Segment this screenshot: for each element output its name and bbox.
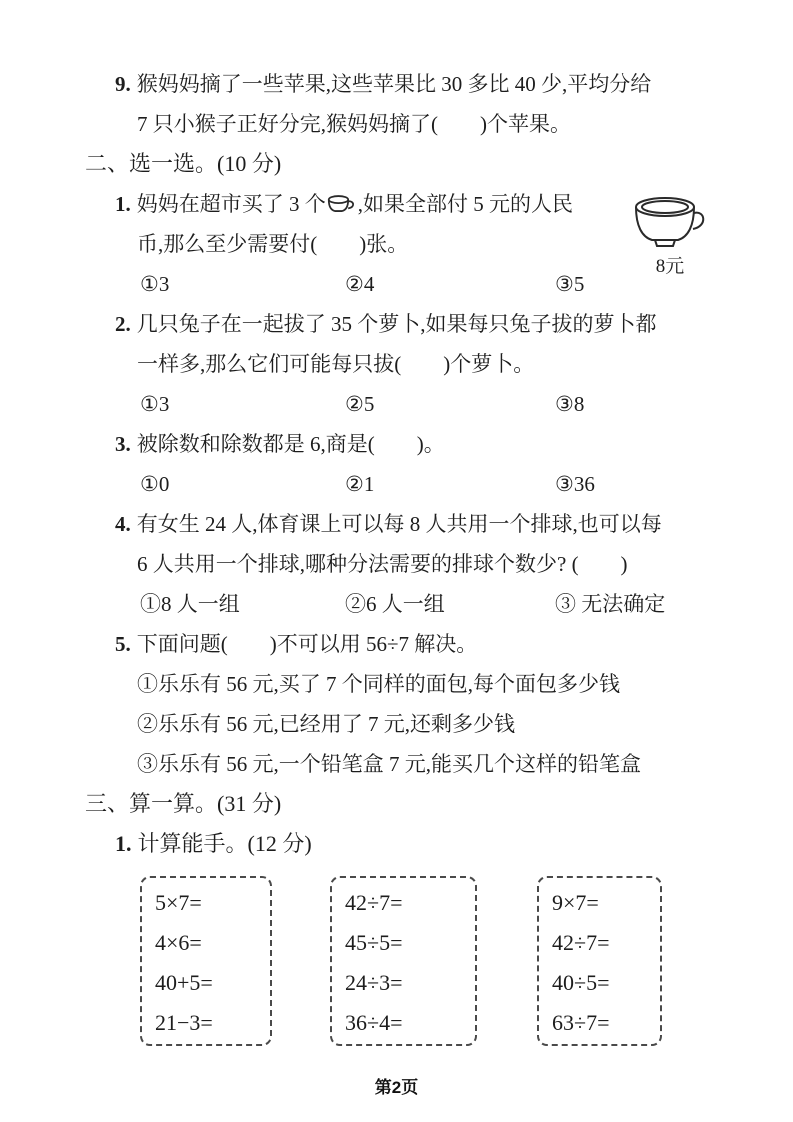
question-9-line2: 7 只小猴子正好分完,猴妈妈摘了( )个苹果。 bbox=[137, 112, 571, 136]
s2-question-3-line1-row bbox=[85, 424, 713, 464]
calc-expression: 9×7= bbox=[552, 890, 599, 915]
s2-question-2-line2: 一样多,那么它们可能每只拔( )个萝卜。 bbox=[137, 352, 535, 376]
cup-figure bbox=[628, 196, 712, 278]
s2-q4-option-2: ②6 人一组 bbox=[345, 592, 445, 616]
s2-question-1-line1a: 妈妈在超市买了 3 个 bbox=[136, 192, 326, 216]
s2-question-2-line1: 几只兔子在一起拔了 35 个萝卜,如果每只兔子拔的萝卜都 bbox=[136, 312, 657, 336]
page-footer: 第2页 bbox=[374, 1078, 419, 1097]
question-9-line1-row bbox=[85, 64, 713, 104]
s2-question-4-options bbox=[85, 584, 713, 624]
s2-q3-option-3: ③36 bbox=[555, 472, 595, 496]
s2-question-3-line1: 被除数和除数都是 6,商是( )。 bbox=[136, 432, 445, 456]
s2-question-3-options bbox=[85, 464, 713, 504]
s2-q3-option-1: ①0 bbox=[140, 472, 170, 496]
s2-q1-option-3: ③5 bbox=[555, 272, 585, 296]
calc-expression: 5×7= bbox=[155, 890, 202, 915]
s2-q5-choice-2: ②乐乐有 56 元,已经用了 7 元,还剩多少钱 bbox=[137, 712, 515, 736]
calc-expression: 36÷4= bbox=[345, 1010, 403, 1035]
s2-question-1-options bbox=[85, 264, 713, 304]
calc-exercise-title-row bbox=[85, 824, 713, 864]
calc-expression: 42÷7= bbox=[345, 890, 403, 915]
question-9-line1: 猴妈妈摘了一些苹果,这些苹果比 30 多比 40 少,平均分给 bbox=[136, 72, 652, 96]
cup-price-label: 8元 bbox=[655, 256, 685, 277]
s2-q5-choice-3: ③乐乐有 56 元,一个铅笔盒 7 元,能买几个这样的铅笔盒 bbox=[137, 752, 641, 776]
calc-expression: 45÷5= bbox=[345, 930, 403, 955]
s2-question-4-line2: 6 人共用一个排球,哪种分法需要的排球个数少? ( ) bbox=[137, 552, 628, 576]
s2-question-4-line1-row bbox=[85, 504, 713, 544]
s2-question-1-line1b: ,如果全部付 5 元的人民 bbox=[357, 192, 573, 216]
s2-question-5-line1: 下面问题( )不可以用 56÷7 解决。 bbox=[136, 632, 478, 656]
s2-q4-option-3: ③ 无法确定 bbox=[555, 592, 666, 616]
calc-exercise-title: 计算能手。(12 分) bbox=[137, 831, 312, 856]
calc-expression: 40÷5= bbox=[552, 970, 610, 995]
calc-boxes-row bbox=[140, 876, 713, 1046]
teacup-icon bbox=[632, 196, 708, 250]
s2-question-5-number: 5. bbox=[115, 632, 131, 656]
s2-q4-option-1: ①8 人一组 bbox=[140, 592, 240, 616]
s2-question-4-line1: 有女生 24 人,体育课上可以每 8 人共用一个排球,也可以每 bbox=[136, 512, 662, 536]
s2-q1-option-1: ①3 bbox=[140, 272, 170, 296]
question-9-number: 9. bbox=[115, 72, 131, 96]
calc-expression: 63÷7= bbox=[552, 1010, 610, 1035]
s2-question-2-number: 2. bbox=[115, 312, 131, 336]
calc-box-2 bbox=[330, 876, 477, 1046]
calc-expression: 4×6= bbox=[155, 930, 202, 955]
section-2-title: 二、选一选。(10 分) bbox=[85, 151, 282, 176]
s2-q1-option-2: ②4 bbox=[345, 272, 375, 296]
s2-question-3-number: 3. bbox=[115, 432, 131, 456]
s2-q5-choice-1: ①乐乐有 56 元,买了 7 个同样的面包,每个面包多少钱 bbox=[137, 672, 620, 696]
calc-box-3 bbox=[537, 876, 662, 1046]
calc-expression: 40+5= bbox=[155, 970, 213, 995]
s2-question-1-line1-row bbox=[85, 184, 713, 224]
s2-question-4-number: 4. bbox=[115, 512, 131, 536]
s2-question-1-number: 1. bbox=[115, 192, 131, 216]
section-3-title: 三、算一算。(31 分) bbox=[85, 791, 282, 816]
s2-q2-option-2: ②5 bbox=[345, 392, 375, 416]
s2-q2-option-1: ①3 bbox=[140, 392, 170, 416]
calc-expression: 42÷7= bbox=[552, 930, 610, 955]
s2-question-2-options bbox=[85, 384, 713, 424]
s2-question-5-line1-row bbox=[85, 624, 713, 664]
s2-question-1-line2: 币,那么至少需要付( )张。 bbox=[137, 232, 409, 256]
s2-q2-option-3: ③8 bbox=[555, 392, 585, 416]
calc-box-1 bbox=[140, 876, 272, 1046]
teacup-small-icon bbox=[327, 194, 357, 214]
s2-q3-option-2: ②1 bbox=[345, 472, 375, 496]
s2-question-2-line1-row bbox=[85, 304, 713, 344]
calc-exercise-number: 1. bbox=[115, 831, 132, 856]
calc-expression: 24÷3= bbox=[345, 970, 403, 995]
calc-expression: 21−3= bbox=[155, 1010, 213, 1035]
